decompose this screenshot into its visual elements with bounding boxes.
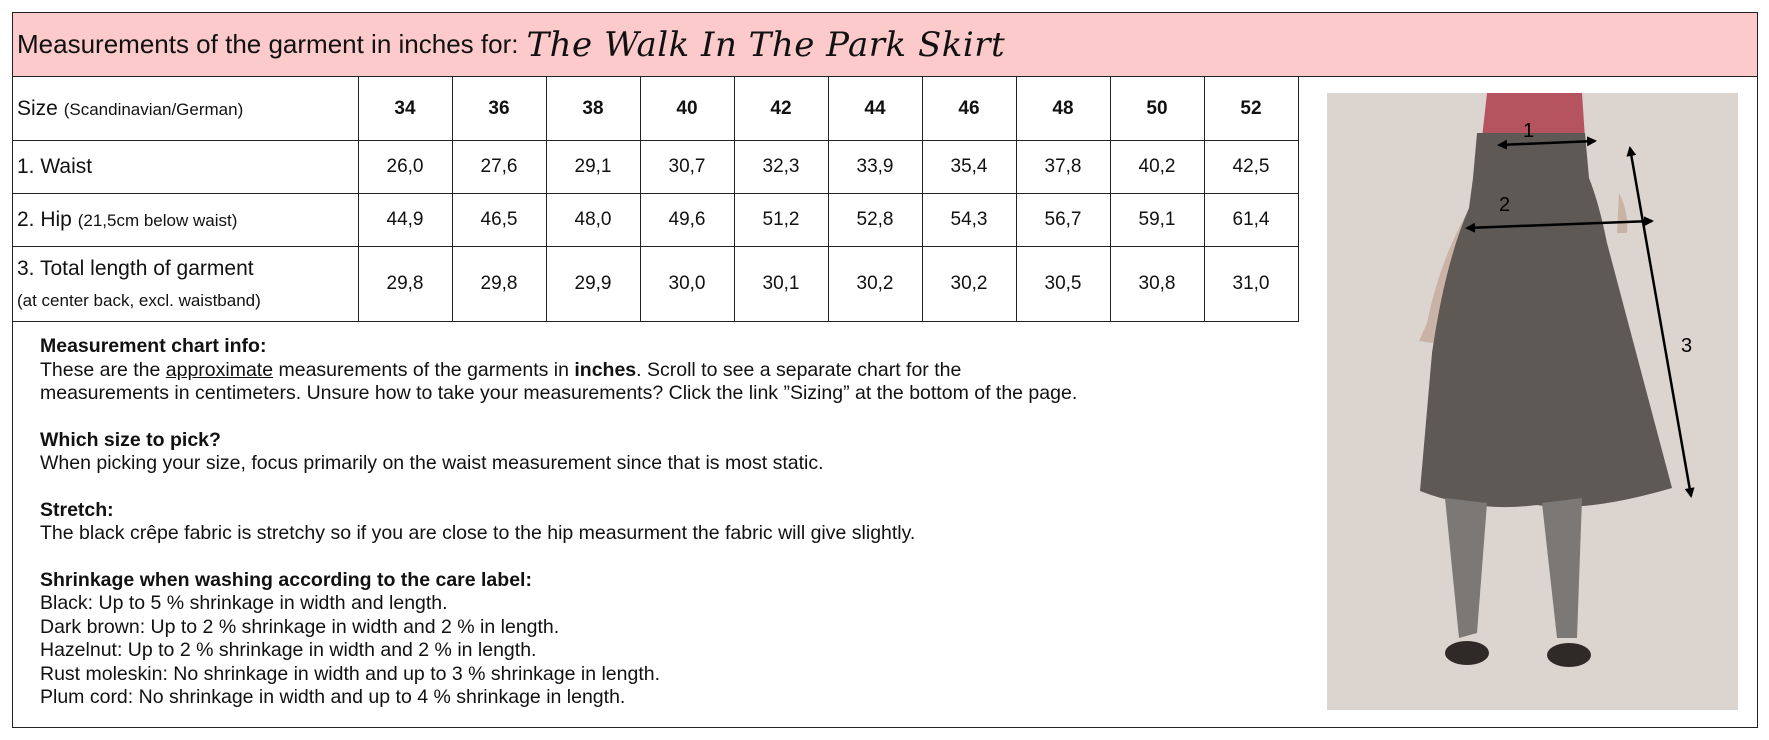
size-cell: 52 <box>1204 77 1298 141</box>
size-pick-block <box>40 429 1300 476</box>
chart-info-block <box>40 335 1300 406</box>
size-table <box>13 76 1299 322</box>
waist-cell: 27,6 <box>452 141 546 194</box>
size-row <box>13 77 1298 141</box>
info-section <box>40 335 1300 733</box>
left-shoe <box>1445 641 1489 665</box>
hip-cell: 56,7 <box>1016 194 1110 247</box>
length-row <box>13 247 1298 322</box>
hip-cell: 54,3 <box>922 194 1016 247</box>
hip-cell: 52,8 <box>828 194 922 247</box>
length-cell: 30,8 <box>1110 247 1204 322</box>
size-cell: 36 <box>452 77 546 141</box>
chart-info-text: These are the approximate measurements of the garments in inches. Scroll to see a separate chart for the <box>40 358 962 381</box>
stretch-block <box>40 499 1300 546</box>
waist-cell: 37,8 <box>1016 141 1110 194</box>
right-shoe <box>1547 643 1591 667</box>
length-cell: 30,2 <box>922 247 1016 322</box>
length-cell: 29,8 <box>452 247 546 322</box>
chart-info-text-2: measurements in centimeters. Unsure how to take your measurements? Click the link ”Sizing” at the bottom of the page. <box>40 382 1078 404</box>
stretch-title: Stretch: <box>40 498 114 521</box>
shrinkage-block <box>40 569 1300 710</box>
length-row-sublabel: (at center back, excl. waistband) <box>17 291 261 310</box>
measurement-chart <box>12 12 1758 728</box>
waist-cell: 40,2 <box>1110 141 1204 194</box>
shrinkage-title: Shrinkage when washing according to the care label: <box>40 568 532 591</box>
hip-cell: 61,4 <box>1204 194 1298 247</box>
size-cell: 48 <box>1016 77 1110 141</box>
marker-label: 2 <box>1499 194 1511 216</box>
shrinkage-line: Black: Up to 5 % shrinkage in width and length. <box>40 592 448 614</box>
length-cell: 29,8 <box>358 247 452 322</box>
hip-row-sublabel: (21,5cm below waist) <box>77 211 238 230</box>
length-row-label: 3. Total length of garment (at center back, excl. waistband) <box>13 247 358 322</box>
marker-label: 1 <box>1523 120 1535 142</box>
stretch-text: The black crêpe fabric is stretchy so if you are close to the hip measurment the fabric will give slightly. <box>40 522 916 544</box>
waist-cell: 29,1 <box>546 141 640 194</box>
skirt-illustration <box>1327 93 1738 710</box>
shrinkage-line: Plum cord: No shrinkage in width and up to 4 % shrinkage in length. <box>40 686 626 708</box>
inches-bold: inches <box>574 358 637 381</box>
shrinkage-line: Dark brown: Up to 2 % shrinkage in width and 2 % in length. <box>40 615 560 638</box>
size-cell: 46 <box>922 77 1016 141</box>
waist-row <box>13 141 1298 194</box>
waist-cell: 30,7 <box>640 141 734 194</box>
waist-cell: 42,5 <box>1204 141 1298 194</box>
waist-cell: 32,3 <box>734 141 828 194</box>
chart-info-title: Measurement chart info: <box>40 335 267 357</box>
size-pick-text: When picking your size, focus primarily on the waist measurement since that is most static. <box>40 452 824 474</box>
length-cell: 29,9 <box>546 247 640 322</box>
shrinkage-line: Hazelnut: Up to 2 % shrinkage in width and 2 % in length. <box>40 639 537 661</box>
shrinkage-line: Rust moleskin: No shrinkage in width and up to 3 % shrinkage in length. <box>40 662 661 685</box>
size-pick-title: Which size to pick? <box>40 428 221 451</box>
size-cell: 38 <box>546 77 640 141</box>
length-cell: 30,1 <box>734 247 828 322</box>
length-cell: 30,5 <box>1016 247 1110 322</box>
waist-cell: 33,9 <box>828 141 922 194</box>
size-cell: 40 <box>640 77 734 141</box>
hip-cell: 59,1 <box>1110 194 1204 247</box>
header-prefix: Measurements of the garment in inches for: <box>17 29 519 59</box>
garment-name: The Walk In The Park Skirt <box>526 24 1006 65</box>
hip-row <box>13 194 1298 247</box>
hip-cell: 48,0 <box>546 194 640 247</box>
hip-cell: 44,9 <box>358 194 452 247</box>
approximate-underlined: approximate <box>165 358 274 381</box>
waist-cell: 35,4 <box>922 141 1016 194</box>
size-row-sublabel: (Scandinavian/German) <box>63 99 244 119</box>
marker-label: 3 <box>1681 335 1693 357</box>
waist-row-label: 1. Waist <box>13 141 358 194</box>
chart-header <box>13 13 1757 77</box>
length-cell: 30,0 <box>640 247 734 322</box>
size-cell: 50 <box>1110 77 1204 141</box>
size-row-label: Size (Scandinavian/German) <box>13 77 358 141</box>
hip-cell: 51,2 <box>734 194 828 247</box>
size-cell: 42 <box>734 77 828 141</box>
hip-row-label: 2. Hip (21,5cm below waist) <box>13 194 358 247</box>
size-cell: 44 <box>828 77 922 141</box>
length-cell: 30,2 <box>828 247 922 322</box>
skirt-photo <box>1327 93 1738 710</box>
hip-cell: 49,6 <box>640 194 734 247</box>
length-cell: 31,0 <box>1204 247 1298 322</box>
size-cell: 34 <box>358 77 452 141</box>
hip-cell: 46,5 <box>452 194 546 247</box>
waist-cell: 26,0 <box>358 141 452 194</box>
